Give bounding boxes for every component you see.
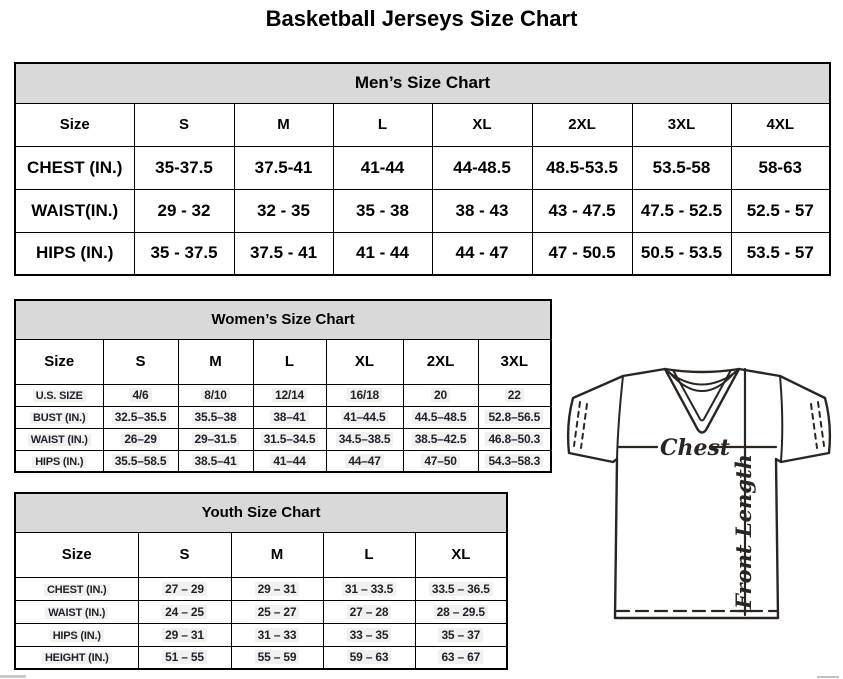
row-label — [15, 646, 138, 669]
cell — [403, 428, 478, 450]
table-row — [15, 63, 830, 103]
table-row — [15, 232, 830, 275]
cell — [231, 623, 323, 646]
cell-value: 52.8–56.5 — [485, 410, 543, 424]
column-header: L — [323, 532, 415, 577]
cell: 35 - 38 — [333, 189, 432, 232]
table-row — [15, 623, 507, 646]
column-header: 2XL — [532, 103, 632, 146]
cell-value: 47–50 — [421, 454, 459, 468]
cell-value: 32.5–35.5 — [112, 410, 170, 424]
table-row — [15, 577, 507, 600]
cell — [415, 577, 507, 600]
front-length-label: Front Length — [731, 454, 756, 609]
cell — [323, 646, 415, 669]
cell: 41-44 — [333, 146, 432, 189]
cell — [231, 646, 323, 669]
cell-value: 29 – 31 — [255, 582, 300, 596]
womens-size-table — [14, 299, 552, 473]
cell — [415, 623, 507, 646]
cell — [323, 623, 415, 646]
cell-value: 34.5–38.5 — [336, 432, 394, 446]
cell-value: 20 — [431, 388, 450, 402]
cell — [403, 450, 478, 472]
cell-value: 35.5–58.5 — [112, 454, 170, 468]
cell: 50.5 - 53.5 — [632, 232, 731, 275]
row-label — [15, 406, 103, 428]
table-row — [15, 532, 507, 577]
cell-value: 28 – 29.5 — [434, 605, 488, 619]
cell-value: 29 – 31 — [162, 628, 207, 642]
column-header: L — [253, 339, 326, 384]
cell: 37.5-41 — [234, 146, 333, 189]
chest-label: Chest — [660, 435, 731, 461]
cell — [178, 384, 253, 406]
cell: 32 - 35 — [234, 189, 333, 232]
cell — [103, 428, 178, 450]
cell — [326, 406, 403, 428]
cell-value: 33.5 – 36.5 — [429, 582, 493, 596]
cell-value: 38–41 — [270, 410, 308, 424]
page-title: Basketball Jerseys Size Chart — [265, 6, 578, 31]
row-label-text: HIPS (IN.) — [32, 456, 86, 468]
mens-size-table — [14, 62, 831, 276]
cell — [415, 600, 507, 623]
cell — [103, 384, 178, 406]
table-row — [15, 146, 830, 189]
cell-value: 33 – 35 — [347, 628, 392, 642]
cell-value: 35 – 37 — [438, 628, 483, 642]
row-label-text: CHEST (IN.) — [44, 584, 110, 596]
column-header: S — [134, 103, 234, 146]
scrollbar-artifact-left — [0, 675, 26, 678]
column-header: S — [138, 532, 231, 577]
table-row — [15, 103, 830, 146]
cell: 47.5 - 52.5 — [632, 189, 731, 232]
cell: 47 - 50.5 — [532, 232, 632, 275]
table-row — [15, 600, 507, 623]
cell-value: 31.5–34.5 — [261, 432, 319, 446]
column-header: M — [234, 103, 333, 146]
cell: 37.5 - 41 — [234, 232, 333, 275]
cell: 53.5-58 — [632, 146, 731, 189]
cell-value: 35.5–38 — [192, 410, 240, 424]
cell: 35 - 37.5 — [134, 232, 234, 275]
table-row — [15, 339, 551, 384]
cell-value: 63 – 67 — [438, 650, 483, 664]
cell-value: 59 – 63 — [347, 650, 392, 664]
womens-table-title: Women’s Size Chart — [15, 300, 551, 339]
cell — [478, 450, 551, 472]
cell-value: 51 – 55 — [162, 650, 207, 664]
column-header: M — [178, 339, 253, 384]
cell-value: 38.5–41 — [192, 454, 240, 468]
row-label — [15, 600, 138, 623]
cell-value: 8/10 — [201, 388, 230, 402]
cell — [253, 450, 326, 472]
cell — [326, 450, 403, 472]
row-label — [15, 450, 103, 472]
cell: 44 - 47 — [432, 232, 532, 275]
cell-value: 27 – 29 — [162, 582, 207, 596]
cell-value: 55 – 59 — [255, 650, 300, 664]
cell-value: 22 — [505, 388, 524, 402]
cell-value: 29–31.5 — [192, 432, 240, 446]
row-label: WAIST(IN.) — [15, 189, 134, 232]
row-label — [15, 428, 103, 450]
scrollbar-artifact-right — [817, 676, 839, 678]
cell-value: 4/6 — [129, 388, 151, 402]
table-row — [15, 300, 551, 339]
cell-value: 12/14 — [272, 388, 307, 402]
cell: 38 - 43 — [432, 189, 532, 232]
cell — [326, 428, 403, 450]
cell — [231, 600, 323, 623]
row-label-text: U.S. SIZE — [33, 390, 86, 402]
column-header: Size — [15, 532, 138, 577]
mens-table-title: Men’s Size Chart — [15, 63, 830, 103]
column-header: XL — [415, 532, 507, 577]
cell-value: 41–44.5 — [341, 410, 389, 424]
table-row — [15, 493, 507, 532]
cell — [178, 450, 253, 472]
column-header: Size — [15, 103, 134, 146]
cell-value: 44–47 — [345, 454, 383, 468]
column-header: M — [231, 532, 323, 577]
cell — [323, 600, 415, 623]
cell — [478, 428, 551, 450]
cell-value: 41–44 — [270, 454, 308, 468]
column-header: L — [333, 103, 432, 146]
row-label: CHEST (IN.) — [15, 146, 134, 189]
row-label: HIPS (IN.) — [15, 232, 134, 275]
row-label — [15, 623, 138, 646]
row-label-text: WAIST (IN.) — [45, 607, 108, 619]
table-row — [15, 189, 830, 232]
cell: 41 - 44 — [333, 232, 432, 275]
cell — [178, 428, 253, 450]
row-label — [15, 384, 103, 406]
cell — [323, 577, 415, 600]
cell — [403, 384, 478, 406]
table-row — [15, 646, 507, 669]
cell — [253, 384, 326, 406]
table-row — [15, 428, 551, 450]
table-row — [15, 450, 551, 472]
cell: 52.5 - 57 — [731, 189, 830, 232]
cell-value: 44.5–48.5 — [412, 410, 470, 424]
row-label — [15, 577, 138, 600]
table-row — [15, 384, 551, 406]
cell-value: 31 – 33.5 — [342, 582, 396, 596]
table-row — [15, 406, 551, 428]
cell — [138, 577, 231, 600]
cell — [326, 384, 403, 406]
cell: 43 - 47.5 — [532, 189, 632, 232]
column-header: 3XL — [478, 339, 551, 384]
jersey-outline — [568, 369, 830, 618]
cell — [138, 646, 231, 669]
column-header: 3XL — [632, 103, 731, 146]
column-header: XL — [326, 339, 403, 384]
row-label-text: BUST (IN.) — [30, 412, 88, 424]
cell-value: 24 – 25 — [162, 605, 207, 619]
youth-size-table — [14, 492, 508, 670]
cell — [138, 623, 231, 646]
cell — [415, 646, 507, 669]
column-header: XL — [432, 103, 532, 146]
youth-table-title: Youth Size Chart — [15, 493, 507, 532]
jersey-measurement-diagram — [563, 362, 835, 626]
cell-value: 26–29 — [121, 432, 159, 446]
column-header: 4XL — [731, 103, 830, 146]
row-label-text: WAIST (IN.) — [28, 434, 91, 446]
cell: 48.5-53.5 — [532, 146, 632, 189]
cell-value: 54.3–58.3 — [485, 454, 543, 468]
row-label-text: HIPS (IN.) — [50, 630, 104, 642]
cell: 44-48.5 — [432, 146, 532, 189]
cell — [478, 384, 551, 406]
row-label-text: HEIGHT (IN.) — [42, 652, 112, 664]
cell — [253, 406, 326, 428]
cell — [253, 428, 326, 450]
cell: 58-63 — [731, 146, 830, 189]
column-header: S — [103, 339, 178, 384]
cell-value: 46.8–50.3 — [485, 432, 543, 446]
cell — [103, 406, 178, 428]
cell-value: 25 – 27 — [255, 605, 300, 619]
cell-value: 27 – 28 — [347, 605, 392, 619]
column-header: 2XL — [403, 339, 478, 384]
cell — [103, 450, 178, 472]
cell: 35-37.5 — [134, 146, 234, 189]
cell — [138, 600, 231, 623]
cell: 53.5 - 57 — [731, 232, 830, 275]
cell: 29 - 32 — [134, 189, 234, 232]
cell — [231, 577, 323, 600]
cell — [178, 406, 253, 428]
cell — [478, 406, 551, 428]
cell-value: 31 – 33 — [255, 628, 300, 642]
column-header: Size — [15, 339, 103, 384]
cell-value: 38.5–42.5 — [412, 432, 470, 446]
cell — [403, 406, 478, 428]
cell-value: 16/18 — [347, 388, 382, 402]
